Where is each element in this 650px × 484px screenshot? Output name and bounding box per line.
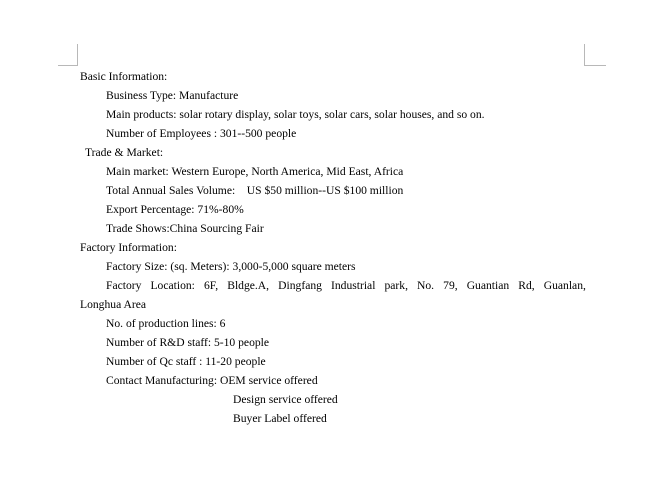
factory-location-word: Guanlan, [543,279,586,292]
main-products-line: Main products: solar rotary display, solar toys, solar cars, solar houses, and so on. [106,108,485,121]
employees-line: Number of Employees : 301--500 people [106,127,297,140]
production-lines-line: No. of production lines: 6 [106,317,226,330]
factory-location-word: Bldge.A, [227,279,270,292]
trade-market-heading: Trade & Market: [85,146,164,159]
buyer-label-line: Buyer Label offered [233,412,327,425]
annual-sales-line: Total Annual Sales Volume: US $50 million--US $100 million [106,184,404,197]
factory-location-word: 79, [443,279,458,292]
crop-mark-top-left [77,44,78,66]
trade-shows-line: Trade Shows:China Sourcing Fair [106,222,264,235]
factory-information-heading: Factory Information: [80,241,177,254]
factory-size-line: Factory Size: (sq. Meters): 3,000-5,000 square meters [106,260,356,273]
factory-location-word: Rd, [518,279,535,292]
factory-location-word: Industrial [330,279,376,292]
basic-information-heading: Basic Information: [80,70,168,83]
factory-location-word: Dingfang [278,279,322,292]
design-service-line: Design service offered [233,393,338,406]
document-body [80,67,590,428]
factory-location-word: park, [384,279,408,292]
business-type-line: Business Type: Manufacture [106,89,239,102]
export-percentage-line: Export Percentage: 71%-80% [106,203,244,216]
factory-location-word: 6F, [203,279,219,292]
crop-mark-top-right [584,44,585,66]
factory-location-continuation: Longhua Area [80,298,146,311]
factory-location-word: Guantian [466,279,510,292]
rd-staff-line: Number of R&D staff: 5-10 people [106,336,270,349]
factory-location-word: No. [417,279,435,292]
crop-mark-top-left [58,65,78,66]
crop-mark-top-right [584,65,606,66]
factory-location-line [80,276,586,295]
qc-staff-line: Number of Qc staff : 11-20 people [106,355,266,368]
factory-location-word: Location: [150,279,195,292]
contact-manufacturing-line: Contact Manufacturing: OEM service offered [106,374,318,387]
main-market-line: Main market: Western Europe, North America, Mid East, Africa [106,165,404,178]
factory-location-word: Factory [106,279,142,292]
